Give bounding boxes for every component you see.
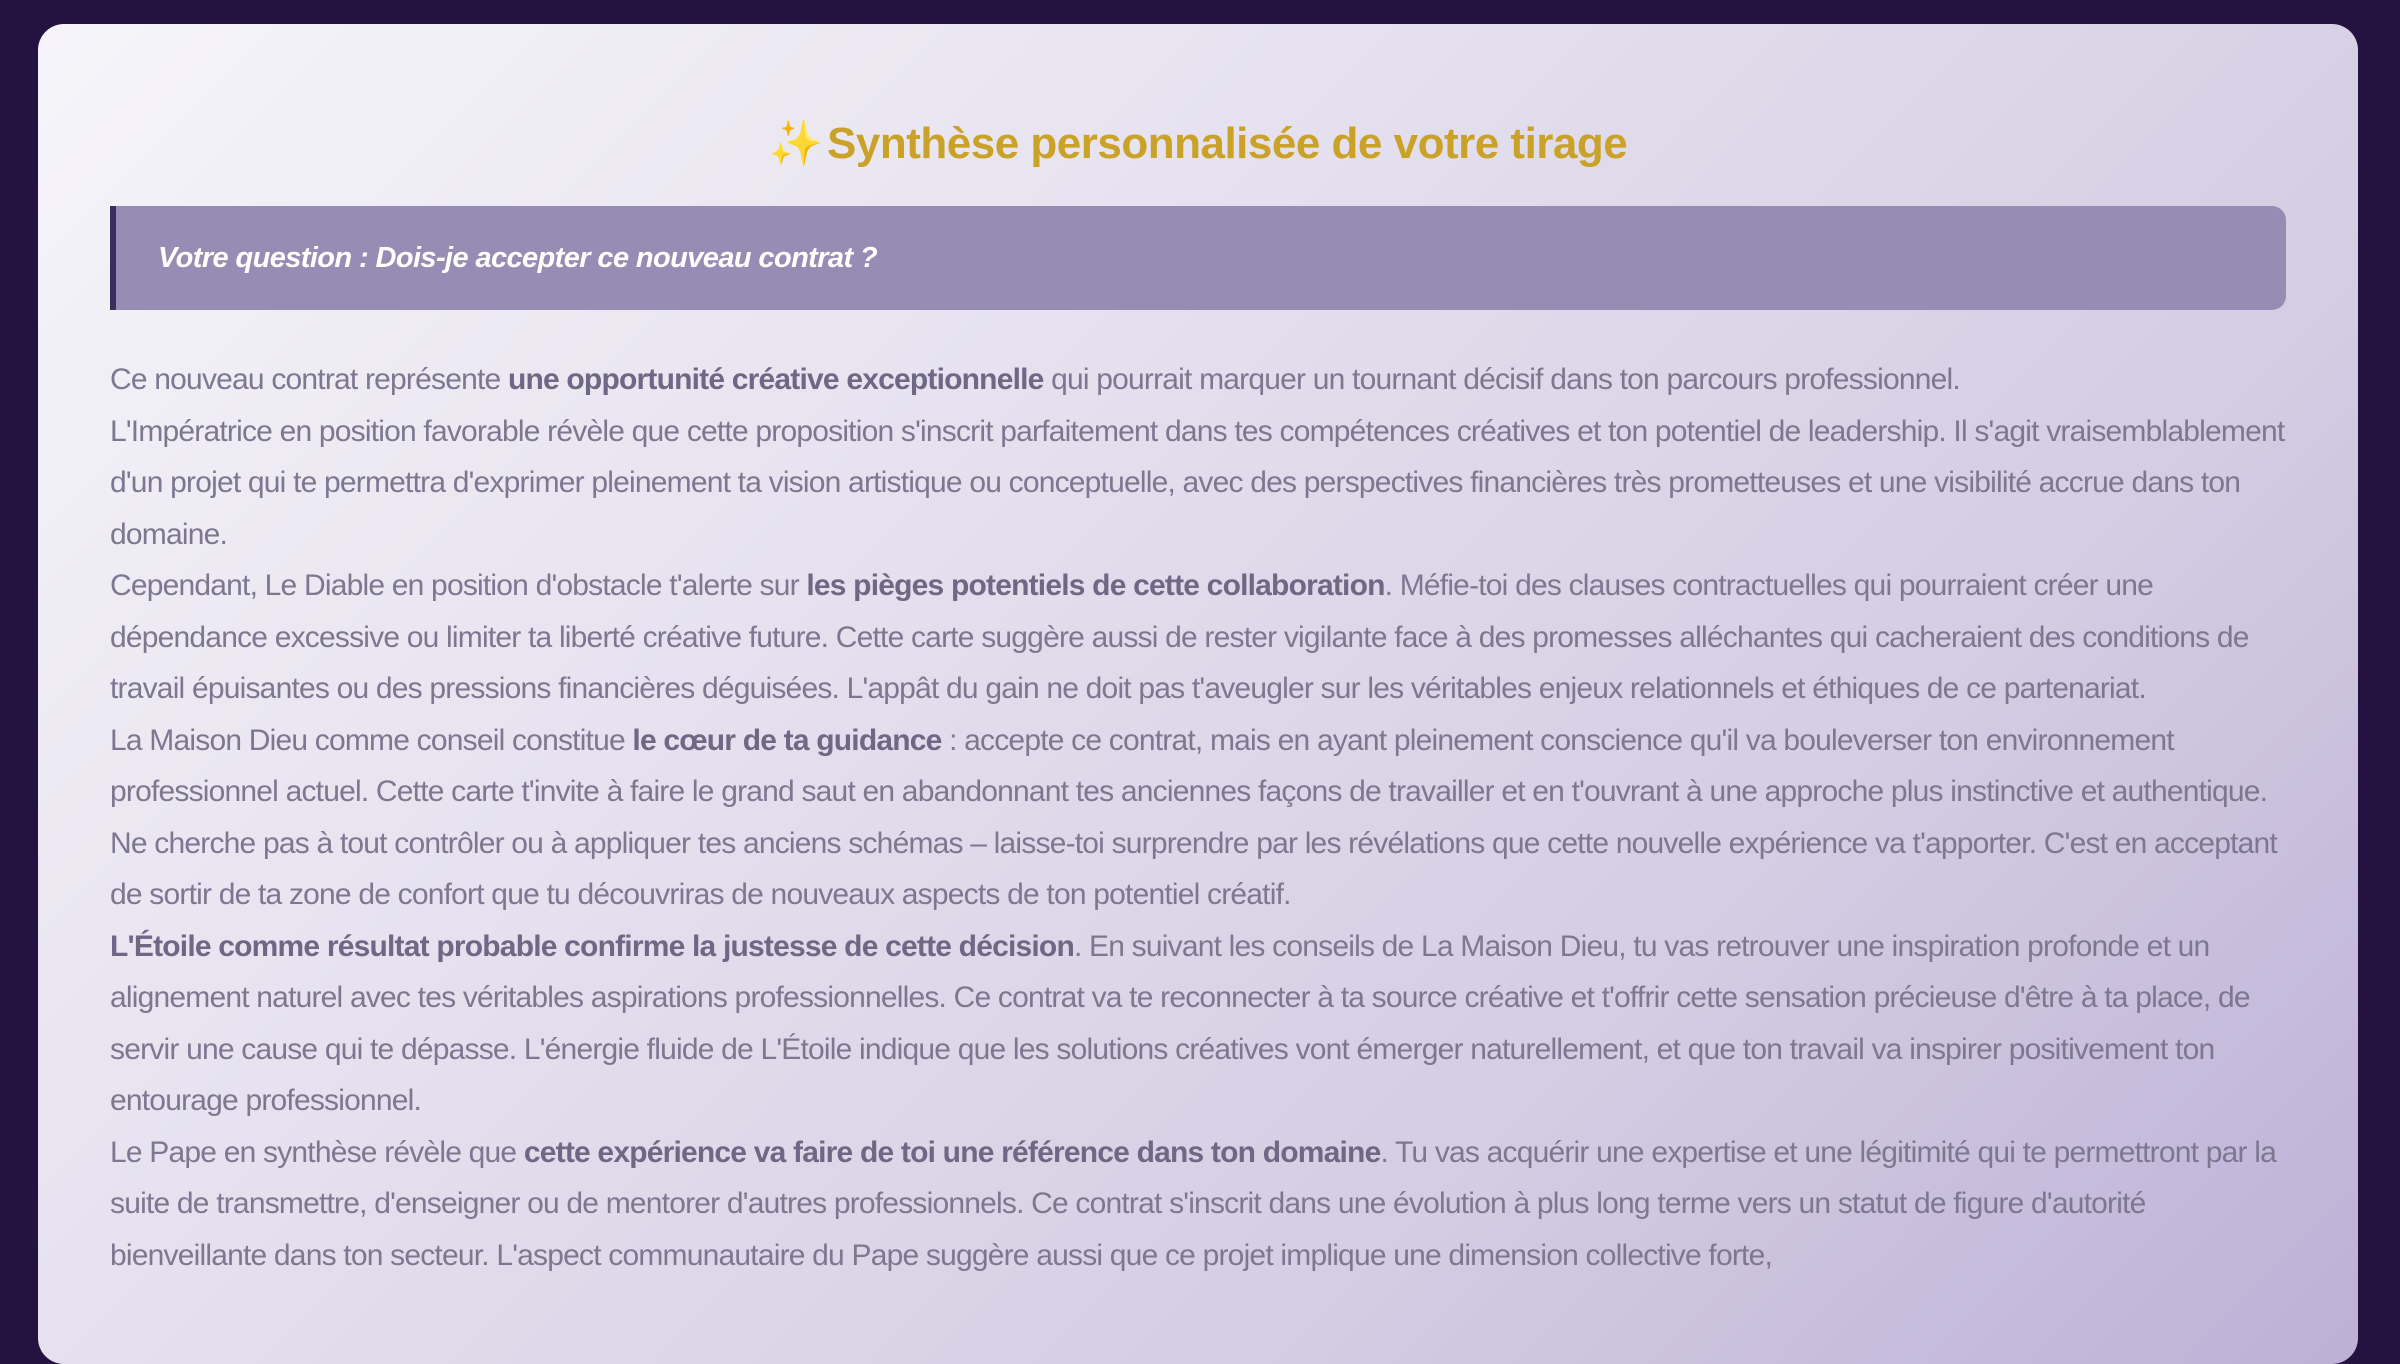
synthesis-title-text: Synthèse personnalisée de votre tirage [827, 119, 1628, 168]
paragraph-4: La Maison Dieu comme conseil constitue le cœur de ta guidance : accepte ce contrat, mais en ayant pleinement conscience qu'il va bouleverser ton environnement professionnel actuel. Cette carte t'invite à faire le grand saut en abandonnant tes anciennes façons de travailler et en t'ouvrant à une approche plus instinctive et authentique. Ne cherche pas à tout contrôler ou à appliquer tes anciens schémas – laisse-toi surprendre par les révélations que cette nouvelle expérience va t'apporter. C'est en acceptant de sortir de ta zone de confort que tu découvriras de nouveaux aspects de ton potentiel créatif. [110, 723, 2277, 911]
synthesis-title [110, 114, 2286, 174]
synthesis-body [110, 354, 2286, 1281]
paragraph-3: Cependant, Le Diable en position d'obstacle t'alerte sur les pièges potentiels de cette collaboration. Méfie-toi des clauses contractuelles qui pourraient créer une dépendance excessive ou limiter ta liberté créative future. Cette carte suggère aussi de rester vigilante face à des promesses alléchantes qui cacheraient des conditions de travail épuisantes ou des pressions financières déguisées. L'appât du gain ne doit pas t'aveugler sur les véritables enjeux relationnels et éthiques de ce partenariat. [110, 569, 2249, 705]
question-line [158, 242, 877, 275]
sparkles-icon: ✨ [768, 119, 824, 168]
question-box [110, 206, 2286, 310]
paragraph-6: Le Pape en synthèse révèle que cette expérience va faire de toi une référence dans ton domaine. Tu vas acquérir une expertise et une légitimité qui te permettront par la suite de transmettre, d'enseigner ou de mentorer d'autres professionnels. Ce contrat s'inscrit dans une évolution à plus long terme vers un statut de figure d'autorité bienveillante dans ton secteur. L'aspect communautaire du Pape suggère aussi que ce projet implique une dimension collective forte, [110, 1135, 2276, 1272]
paragraph-2: L'Impératrice en position favorable révèle que cette proposition s'inscrit parfaitement dans tes compétences créatives et ton potentiel de leadership. Il s'agit vraisemblablement d'un projet qui te permettra d'exprimer pleinement ta vision artistique ou conceptuelle, avec des perspectives financières très prometteuses et une visibilité accrue dans ton domaine. [110, 414, 2285, 551]
paragraph-5: L'Étoile comme résultat probable confirme la justesse de cette décision. En suivant les conseils de La Maison Dieu, tu vas retrouver une inspiration profonde et un alignement naturel avec tes véritables aspirations professionnelles. Ce contrat va te reconnecter à ta source créative et t'offrir cette sensation précieuse d'être à ta place, de servir une cause qui te dépasse. L'énergie fluide de L'Étoile indique que les solutions créatives vont émerger naturellement, et que ton travail va inspirer positivement ton entourage professionnel. [110, 929, 2250, 1117]
question-text: Dois-je accepter ce nouveau contrat ? [375, 241, 878, 274]
question-label: Votre question : [158, 241, 376, 274]
paragraph-1: Ce nouveau contrat représente une opportunité créative exceptionnelle qui pourrait marquer un tournant décisif dans ton parcours professionnel. [110, 363, 1960, 396]
synthesis-card [38, 24, 2358, 1364]
